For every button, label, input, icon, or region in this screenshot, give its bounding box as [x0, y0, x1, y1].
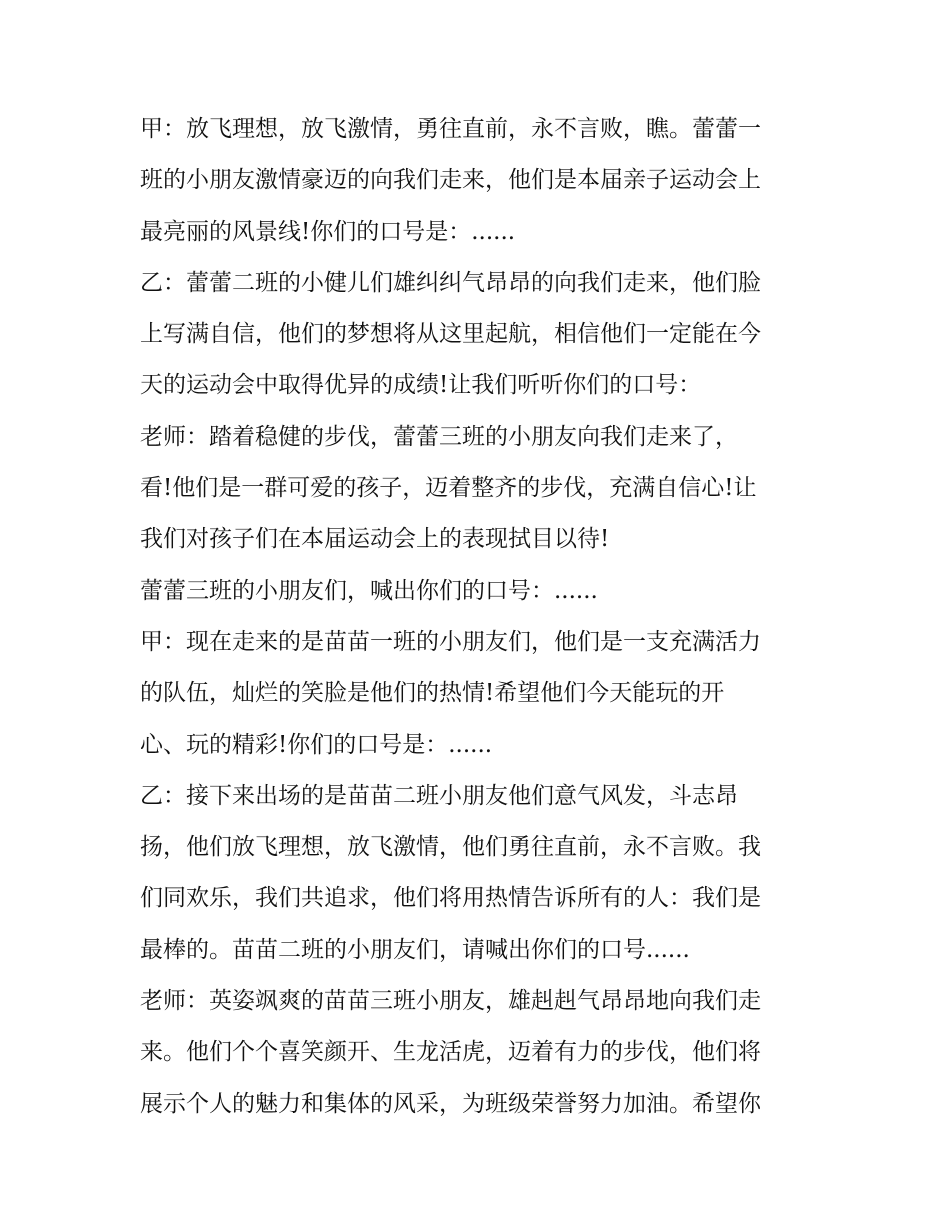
document-body — [140, 104, 820, 1130]
text-line-13: 心、玩的精彩!你们的口号是：...... — [140, 731, 493, 758]
text-line-20: 展示个人的魅力和集体的风采，为班级荣誉努力加油。希望你 — [140, 1090, 761, 1117]
text-line-4: 乙：蕾蕾二班的小健儿们雄纠纠气昂昂的向我们走来，他们脸 — [140, 269, 761, 296]
text-line-2: 班的小朋友激情豪迈的向我们走来，他们是本届亲子运动会上 — [140, 167, 761, 194]
text-line-3: 最亮丽的风景线!你们的口号是：...... — [140, 218, 516, 245]
text-line-9: 我们对孩子们在本届运动会上的表现拭目以待! — [140, 526, 610, 553]
text-line-7: 老师：踏着稳健的步伐，蕾蕾三班的小朋友向我们走来了， — [140, 423, 738, 450]
text-line-19: 来。他们个个喜笑颜开、生龙活虎，迈着有力的步伐，他们将 — [140, 1039, 761, 1066]
text-line-16: 们同欢乐，我们共追求，他们将用热情告诉所有的人：我们是 — [140, 885, 761, 912]
text-line-11: 甲：现在走来的是苗苗一班的小朋友们，他们是一支充满活力 — [140, 628, 761, 655]
text-line-17: 最棒的。苗苗二班的小朋友们，请喊出你们的口号...... — [140, 936, 690, 963]
text-line-8: 看!他们是一群可爱的孩子，迈着整齐的步伐，充满自信心!让 — [140, 475, 757, 502]
text-line-10: 蕾蕾三班的小朋友们，喊出你们的口号：...... — [140, 577, 598, 604]
text-line-6: 天的运动会中取得优异的成绩!让我们听听你们的口号： — [140, 372, 702, 399]
text-line-14: 乙：接下来出场的是苗苗二班小朋友他们意气风发，斗志昂 — [140, 782, 738, 809]
text-line-1: 甲：放飞理想，放飞激情，勇往直前，永不言败，瞧。蕾蕾一 — [140, 116, 761, 142]
text-line-5: 上写满自信，他们的梦想将从这里起航，相信他们一定能在今 — [140, 321, 761, 348]
text-line-18: 老师：英姿飒爽的苗苗三班小朋友，雄赳赳气昂昂地向我们走 — [140, 988, 761, 1015]
text-line-12: 的队伍，灿烂的笑脸是他们的热情!希望他们今天能玩的开 — [140, 680, 725, 707]
text-line-15: 扬，他们放飞理想，放飞激情，他们勇往直前，永不言败。我 — [140, 834, 761, 861]
